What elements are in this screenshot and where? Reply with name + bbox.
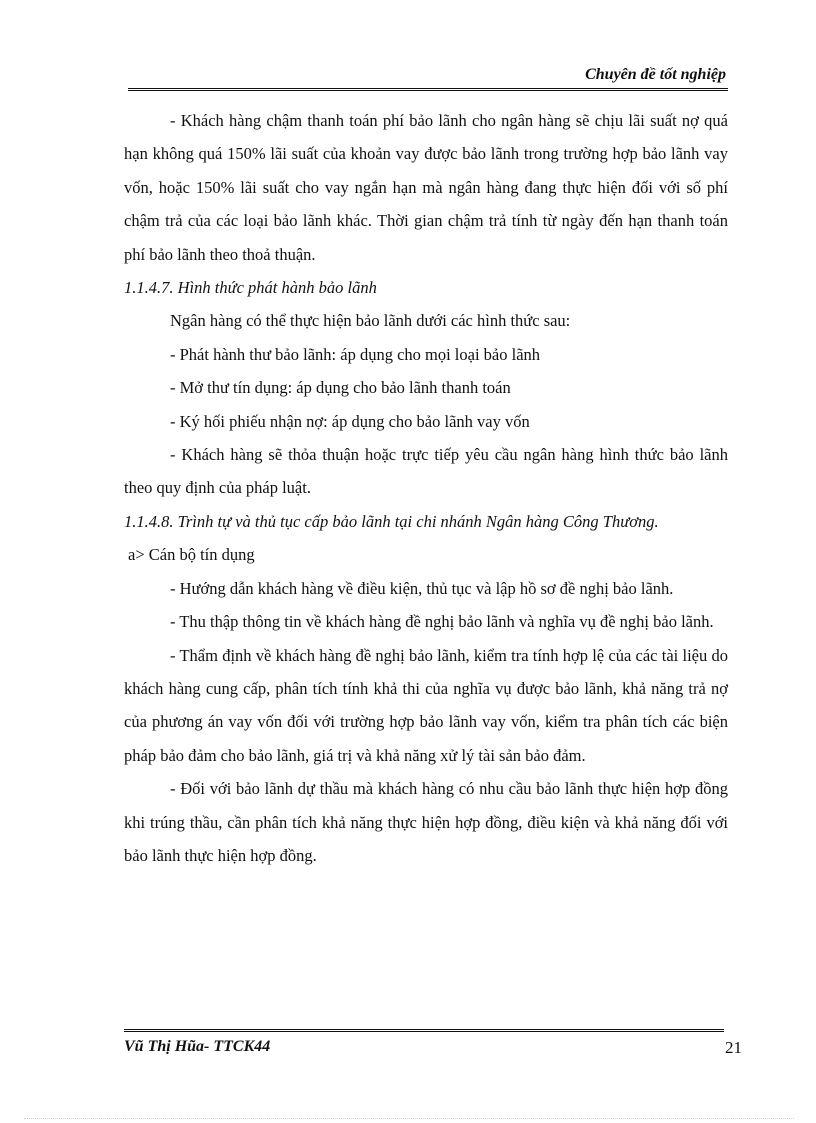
list-item-guarantee-letter: - Phát hành thư bảo lãnh: áp dụng cho mọi loại bảo lãnh <box>170 344 541 364</box>
paragraph-customer-agreement: - Khách hàng sẽ thỏa thuận hoặc trực tiếp yêu cầu ngân hàng hình thức bảo lãnh theo quy định của pháp luật. <box>124 445 728 498</box>
paragraph-forms-intro: Ngân hàng có thể thực hiện bảo lãnh dưới các hình thức sau: <box>170 311 571 331</box>
list-item-promissory-note: - Ký hối phiếu nhận nợ: áp dụng cho bảo lãnh vay vốn <box>170 411 530 431</box>
section-heading-1-1-4-7: 1.1.4.7. Hình thức phát hành bảo lãnh <box>124 278 377 298</box>
header-rule <box>128 88 728 91</box>
page-bottom-dotted-line <box>24 1118 794 1119</box>
page-number: 21 <box>725 1038 742 1057</box>
paragraph-appraisal: - Thẩm định về khách hàng đề nghị bảo lãnh, kiểm tra tính hợp lệ của các tài liệu do khách hàng cung cấp, phân tích tính khả thi của nghĩa vụ được bảo lãnh, khả năng trả nợ của phương án vay vốn đối với trường hợp bảo lãnh vay vốn, kiểm tra phân tích các biện pháp bảo đảm cho bảo lãnh, giá trị và khả năng xử lý tài sản bảo đảm. <box>124 645 728 765</box>
header-title: Chuyên đề tốt nghiệp <box>585 66 726 83</box>
paragraph-guidance: - Hướng dẫn khách hàng về điều kiện, thủ tục và lập hồ sơ đề nghị bảo lãnh. <box>170 578 674 598</box>
subheading-credit-officer: a> Cán bộ tín dụng <box>128 545 255 565</box>
list-item-letter-of-credit: - Mở thư tín dụng: áp dụng cho bảo lãnh thanh toán <box>170 378 511 398</box>
footer-author: Vũ Thị Hũa- TTCK44 <box>124 1038 271 1055</box>
paragraph-late-fee: - Khách hàng chậm thanh toán phí bảo lãnh cho ngân hàng sẽ chịu lãi suất nợ quá hạn không quá 150% lãi suất của khoản vay được bảo lãnh trong trường hợp bảo lãnh vay vốn, hoặc 150% lãi suất cho vay ngắn hạn mà ngân hàng đang thực hiện đối với số phí chậm trả của các loại bảo lãnh khác. Thời gian chậm trả tính từ ngày đến hạn thanh toán phí bảo lãnh theo thoả thuận. <box>124 111 728 264</box>
section-heading-1-1-4-8: 1.1.4.8. Trình tự và thủ tục cấp bảo lãnh tại chi nhánh Ngân hàng Công Thương. <box>124 511 659 531</box>
paragraph-bid-guarantee: - Đối với bảo lãnh dự thầu mà khách hàng có nhu cầu bảo lãnh thực hiện hợp đồng khi trúng thầu, cần phân tích khả năng thực hiện hợp đồng, điều kiện và khả năng đối với bảo lãnh thực hiện hợp đồng. <box>124 779 728 865</box>
body-text <box>124 104 728 872</box>
paragraph-information: - Thu thập thông tin về khách hàng đề nghị bảo lãnh và nghĩa vụ đề nghị bảo lãnh. <box>170 612 714 632</box>
footer-rule <box>124 1029 724 1032</box>
